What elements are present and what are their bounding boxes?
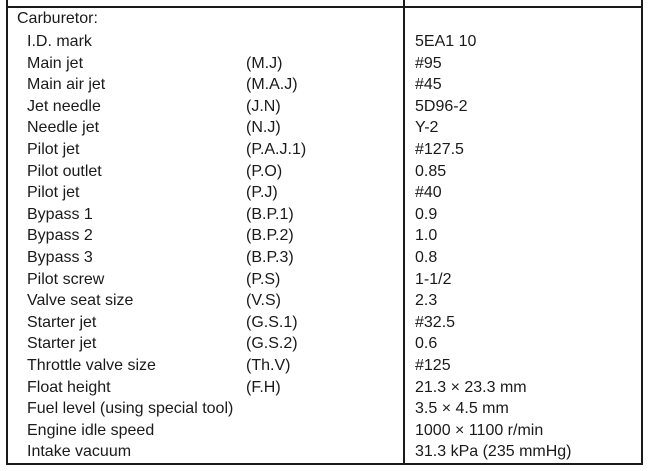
spec-value: 0.85 bbox=[415, 162, 447, 180]
spec-row bbox=[0, 269, 654, 291]
spec-name: Fuel level (using special tool) bbox=[27, 400, 234, 418]
spec-name: Pilot outlet bbox=[27, 162, 102, 180]
spec-value: 0.6 bbox=[415, 335, 438, 353]
spec-name: Engine idle speed bbox=[27, 421, 155, 439]
spec-name: Pilot screw bbox=[27, 270, 105, 288]
spec-name: Main jet bbox=[27, 54, 84, 72]
spec-row bbox=[0, 355, 654, 377]
spec-name: Valve seat size bbox=[27, 292, 134, 310]
spec-value: 21.3 × 23.3 mm bbox=[415, 378, 527, 396]
spec-row bbox=[0, 161, 654, 183]
spec-name: Starter jet bbox=[27, 335, 97, 353]
spec-row bbox=[0, 377, 654, 399]
spec-row bbox=[0, 333, 654, 355]
spec-abbr: (J.N) bbox=[246, 97, 281, 115]
spec-value: 2.3 bbox=[415, 292, 438, 310]
spec-abbr: (N.J) bbox=[246, 119, 281, 137]
spec-row bbox=[0, 74, 654, 96]
spec-value: 31.3 kPa (235 mmHg) bbox=[415, 443, 572, 461]
spec-abbr: (P.O) bbox=[246, 162, 283, 180]
spec-row bbox=[0, 398, 654, 420]
spec-abbr: (F.H) bbox=[246, 378, 281, 396]
spec-value: #45 bbox=[415, 76, 442, 94]
spec-abbr: (B.P.1) bbox=[246, 205, 294, 223]
spec-value: 5D96-2 bbox=[415, 97, 468, 115]
spec-abbr: (P.A.J.1) bbox=[246, 140, 307, 158]
spec-row bbox=[0, 204, 654, 226]
spec-row bbox=[0, 290, 654, 312]
spec-value: #125 bbox=[415, 356, 451, 374]
spec-row bbox=[0, 441, 654, 463]
spec-name: Main air jet bbox=[27, 76, 106, 94]
spec-row bbox=[0, 182, 654, 204]
spec-abbr: (P.J) bbox=[246, 184, 278, 202]
spec-value: #95 bbox=[415, 54, 442, 72]
spec-rows bbox=[0, 31, 654, 463]
spec-abbr: (G.S.2) bbox=[246, 335, 298, 353]
spec-name: Jet needle bbox=[27, 97, 101, 115]
spec-abbr: (B.P.3) bbox=[246, 248, 294, 266]
spec-value: 3.5 × 4.5 mm bbox=[415, 400, 509, 418]
spec-name: Pilot jet bbox=[27, 184, 80, 202]
spec-row bbox=[0, 96, 654, 118]
spec-row bbox=[0, 117, 654, 139]
spec-abbr: (G.S.1) bbox=[246, 313, 298, 331]
spec-abbr: (V.S) bbox=[246, 292, 281, 310]
spec-value: 1000 × 1100 r/min bbox=[415, 421, 544, 439]
spec-abbr: (Th.V) bbox=[246, 356, 291, 374]
spec-name: Pilot jet bbox=[27, 140, 80, 158]
spec-value: Y-2 bbox=[415, 119, 439, 137]
spec-name: Float height bbox=[27, 378, 111, 396]
spec-value: 1.0 bbox=[415, 227, 438, 245]
spec-name: Starter jet bbox=[27, 313, 97, 331]
spec-name: Needle jet bbox=[27, 119, 100, 137]
spec-value: #32.5 bbox=[415, 313, 456, 331]
spec-name: Bypass 1 bbox=[27, 205, 93, 223]
section-title: Carburetor: bbox=[17, 10, 98, 27]
spec-name: Bypass 2 bbox=[27, 227, 93, 245]
spec-name: Bypass 3 bbox=[27, 248, 93, 266]
spec-row bbox=[0, 247, 654, 269]
spec-name: Intake vacuum bbox=[27, 443, 132, 461]
spec-value: 0.8 bbox=[415, 248, 438, 266]
spec-abbr: (P.S) bbox=[246, 270, 281, 288]
spec-row bbox=[0, 312, 654, 334]
table-top-rule bbox=[6, 6, 643, 8]
spec-abbr: (M.A.J) bbox=[246, 76, 298, 94]
spec-row bbox=[0, 139, 654, 161]
spec-abbr: (B.P.2) bbox=[246, 227, 294, 245]
spec-value: 1-1/2 bbox=[415, 270, 452, 288]
spec-row bbox=[0, 225, 654, 247]
spec-name: I.D. mark bbox=[27, 33, 92, 50]
spec-abbr: (M.J) bbox=[246, 54, 283, 72]
spec-row bbox=[0, 53, 654, 75]
spec-value: 0.9 bbox=[415, 205, 438, 223]
spec-value: 5EA1 10 bbox=[415, 33, 477, 50]
spec-name: Throttle valve size bbox=[27, 356, 156, 374]
spec-row bbox=[0, 420, 654, 442]
spec-value: #127.5 bbox=[415, 140, 464, 158]
spec-value: #40 bbox=[415, 184, 442, 202]
spec-row bbox=[0, 31, 654, 53]
